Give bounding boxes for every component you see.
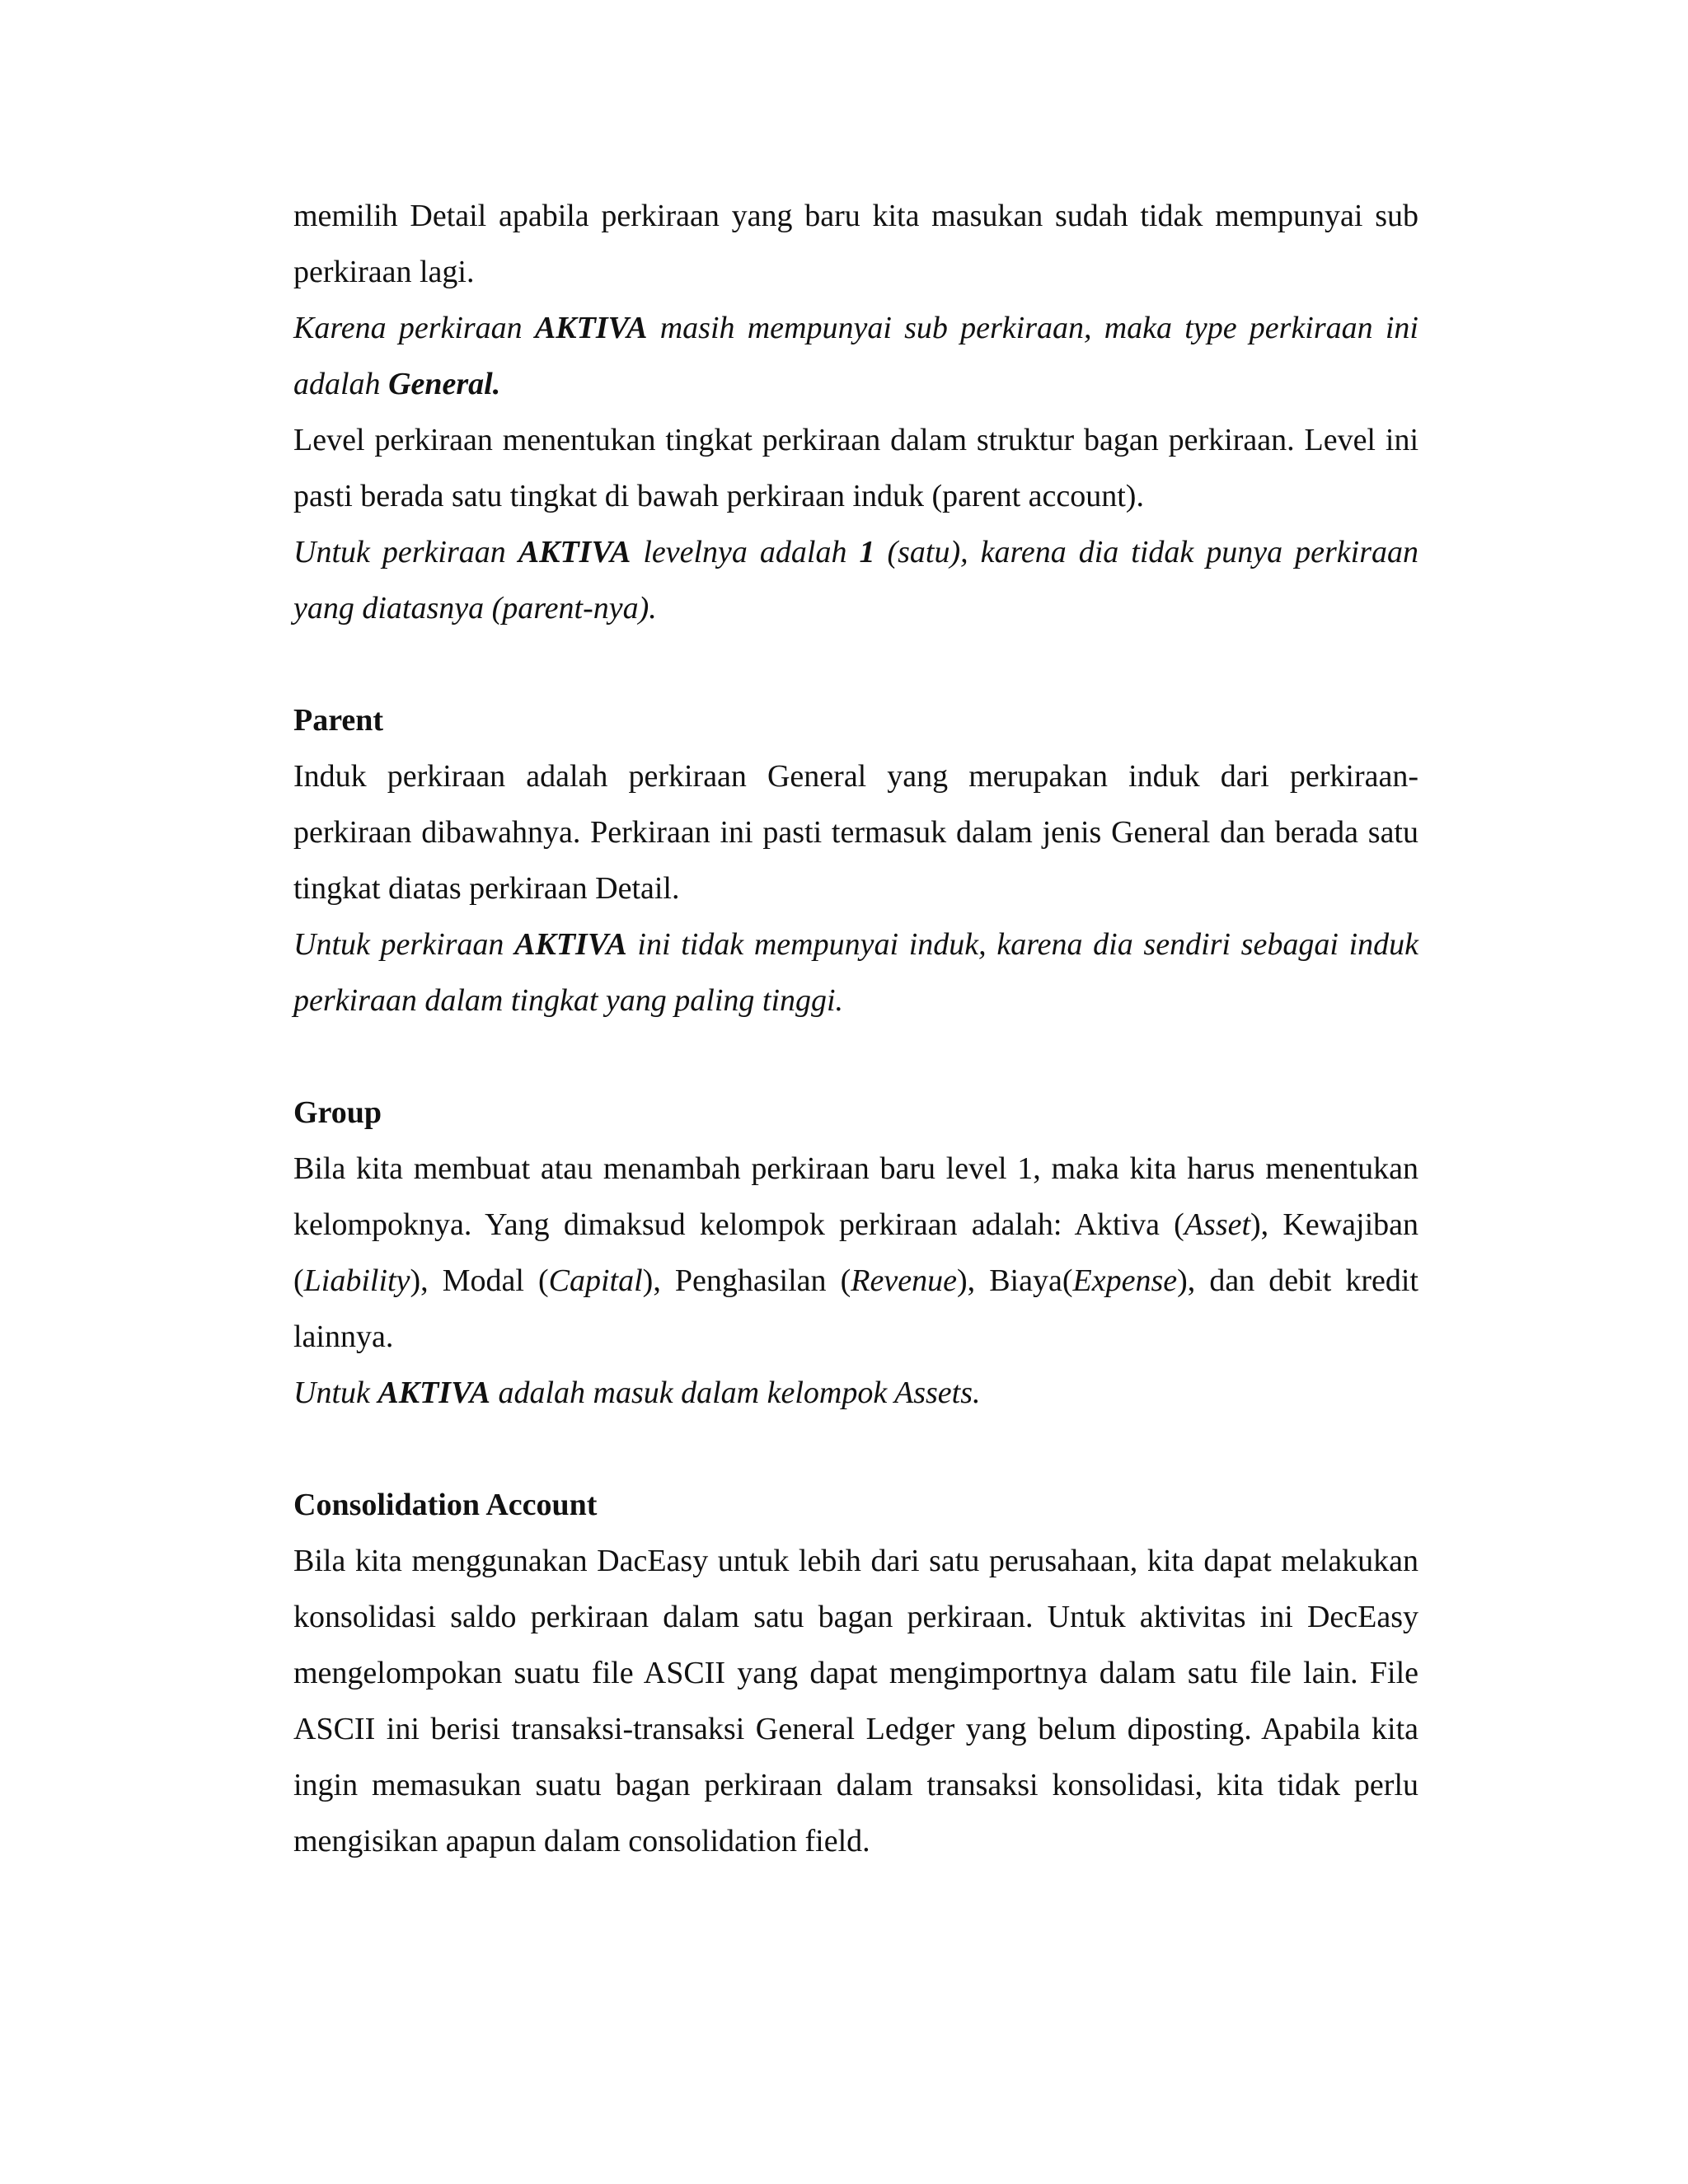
paragraph-level-example — [293, 524, 1418, 636]
heading-parent: Parent — [293, 703, 384, 738]
emphasis-general: General. — [388, 367, 501, 401]
text-run: Untuk perkiraan — [293, 927, 515, 962]
paragraph-level-description: Level perkiraan menentukan tingkat perkiraan dalam struktur bagan perkiraan. Level ini pasti berada satu tingkat di bawah perkiraan induk (parent account). — [293, 423, 1418, 513]
term-capital: Capital — [548, 1263, 643, 1298]
term-expense: Expense — [1072, 1263, 1178, 1298]
term-revenue: Revenue — [851, 1263, 957, 1298]
paragraph-type-example — [293, 300, 1418, 412]
text-run: ), Kewajiban ( — [293, 1207, 1418, 1298]
term-asset: Asset — [1184, 1207, 1251, 1242]
emphasis-aktiva: AKTIVA — [534, 311, 648, 345]
paragraph-parent-example — [293, 916, 1418, 1029]
text-run: ini tidak mempunyai induk, karena dia sendiri sebagai induk perkiraan dalam tingkat yang paling tinggi. — [293, 927, 1418, 1018]
paragraph-detail-intro: memilih Detail apabila perkiraan yang baru kita masukan sudah tidak mempunyai sub perkiraan lagi. — [293, 199, 1418, 289]
text-run: Untuk perkiraan — [293, 535, 518, 569]
text-run: ), dan debit kredit lainnya. — [293, 1263, 1418, 1354]
text-run: ), Penghasilan ( — [642, 1263, 851, 1298]
text-run: Untuk — [293, 1376, 378, 1410]
paragraph-parent-description: Induk perkiraan adalah perkiraan General yang merupakan induk dari perkiraan-perkiraan dibawahnya. Perkiraan ini pasti termasuk dalam jenis General dan berada satu tingkat diatas perkiraan Detail. — [293, 759, 1418, 906]
emphasis-aktiva: AKTIVA — [518, 535, 631, 569]
paragraph-consolidation-description: Bila kita menggunakan DacEasy untuk lebih dari satu perusahaan, kita dapat melakukan konsolidasi saldo perkiraan dalam satu bagan perkiraan. Untuk aktivitas ini DecEasy mengelompokan suatu file ASCII yang dapat mengimportnya dalam satu file lain. File ASCII ini berisi transaksi-transaksi General Ledger yang belum diposting. Apabila kita ingin memasukan suatu bagan perkiraan dalam transaksi konsolidasi, kita tidak perlu mengisikan apapun dalam consolidation field. — [293, 1544, 1418, 1858]
paragraph-group-description — [293, 1141, 1418, 1365]
heading-consolidation-account: Consolidation Account — [293, 1488, 598, 1522]
term-liability: Liability — [303, 1263, 410, 1298]
text-run: adalah masuk dalam kelompok Assets. — [490, 1376, 981, 1410]
text-run: ), Biaya( — [956, 1263, 1073, 1298]
text-run: masih mempunyai sub perkiraan, maka type perkiraan ini adalah — [293, 311, 1418, 401]
text-run: (satu), karena dia tidak punya perkiraan yang diatasnya (parent-nya). — [293, 535, 1419, 626]
paragraph-group-example — [293, 1365, 1418, 1421]
heading-group: Group — [293, 1095, 382, 1130]
document-page — [293, 188, 1418, 1869]
text-run: levelnya adalah — [631, 535, 860, 569]
text-run: Bila kita membuat atau menambah perkiraan baru level 1, maka kita harus menentukan kelompoknya. Yang dimaksud kelompok perkiraan adalah: Aktiva ( — [293, 1151, 1418, 1242]
text-run: ), Modal ( — [410, 1263, 549, 1298]
emphasis-aktiva: AKTIVA — [514, 927, 627, 962]
emphasis-aktiva: AKTIVA — [377, 1376, 490, 1410]
emphasis-level-number: 1 — [859, 535, 875, 569]
text-run: Karena perkiraan — [293, 311, 535, 345]
